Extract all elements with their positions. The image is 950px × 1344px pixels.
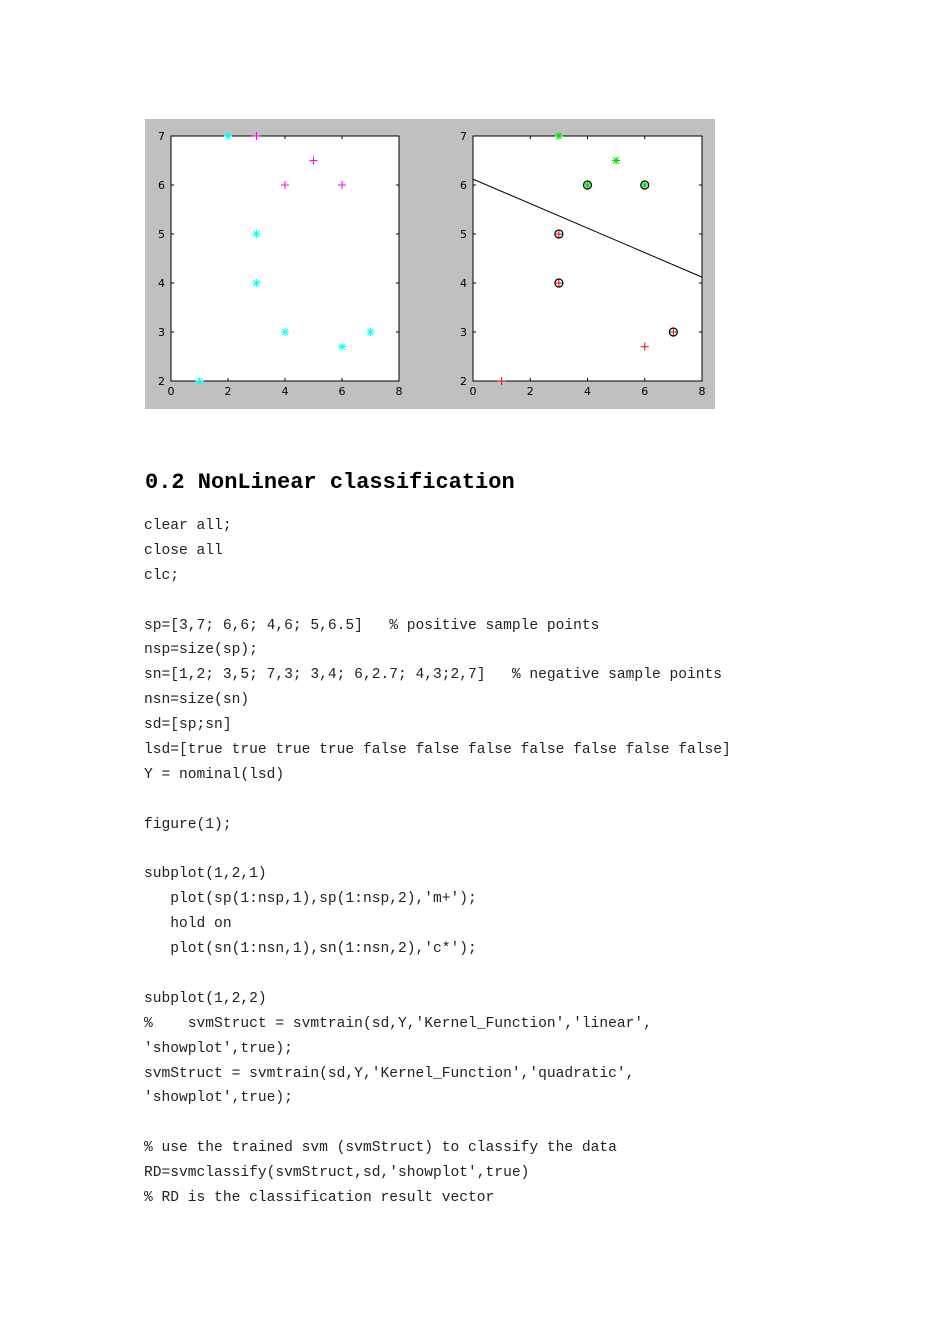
x-tick-label: 8 (395, 385, 403, 398)
star-marker (281, 328, 289, 336)
x-tick-label: 6 (641, 385, 649, 398)
code-line: figure(1); (144, 816, 232, 833)
y-tick-label: 4 (460, 277, 467, 290)
y-tick-label: 5 (158, 228, 165, 241)
code-line: plot(sp(1:nsp,1),sp(1:nsp,2),'m+'); (144, 891, 477, 908)
subplot-2 (460, 130, 706, 398)
subplot-1 (158, 130, 403, 398)
code-line: subplot(1,2,1) (144, 866, 267, 883)
y-tick-label: 3 (158, 326, 165, 339)
x-tick-label: 4 (584, 385, 591, 398)
code-line: 'showplot',true); (144, 1040, 293, 1057)
code-line: RD=svmclassify(svmStruct,sd,'showplot',true) (144, 1165, 530, 1182)
x-tick-label: 8 (698, 385, 706, 398)
code-line (144, 788, 731, 813)
code-line: subplot(1,2,2) (144, 990, 267, 1007)
y-tick-label: 7 (460, 130, 467, 143)
code-listing (144, 514, 731, 1211)
x-tick-label: 6 (338, 385, 346, 398)
y-tick-label: 6 (158, 179, 165, 192)
code-line (144, 838, 731, 863)
code-line (144, 1111, 731, 1136)
code-line: svmStruct = svmtrain(sd,Y,'Kernel_Function','quadratic', (144, 1065, 635, 1082)
code-line: hold on (144, 916, 232, 933)
star-marker (555, 132, 563, 140)
matlab-figure (145, 119, 715, 409)
axes-box (171, 136, 399, 381)
y-tick-label: 4 (158, 277, 165, 290)
axes-box (473, 136, 702, 381)
code-line: nsp=size(sp); (144, 642, 258, 659)
x-tick-label: 2 (526, 385, 534, 398)
x-tick-label: 2 (224, 385, 232, 398)
code-line: close all (144, 542, 223, 559)
code-line: Y = nominal(lsd) (144, 766, 285, 783)
code-line: % use the trained svm (svmStruct) to classify the data (144, 1140, 617, 1157)
star-marker (196, 377, 204, 385)
code-line: % RD is the classification result vector (144, 1190, 495, 1207)
x-tick-label: 0 (167, 385, 175, 398)
star-marker (612, 157, 620, 165)
code-line: 'showplot',true); (144, 1090, 293, 1107)
star-marker (224, 132, 232, 140)
x-tick-label: 0 (469, 385, 477, 398)
y-tick-label: 2 (158, 375, 165, 388)
code-line: sn=[1,2; 3,5; 7,3; 3,4; 6,2.7; 4,3;2,7] % negative sample points (144, 667, 723, 684)
x-tick-label: 4 (281, 385, 289, 398)
y-tick-label: 7 (158, 130, 165, 143)
y-tick-label: 3 (460, 326, 467, 339)
star-marker (367, 328, 375, 336)
code-line: clc; (144, 567, 180, 584)
code-line: % svmStruct = svmtrain(sd,Y,'Kernel_Function','linear', (144, 1015, 652, 1032)
code-line: sd=[sp;sn] (144, 717, 232, 734)
code-line: clear all; (144, 518, 232, 534)
section-heading: 0.2 NonLinear classification (145, 470, 515, 495)
y-tick-label: 5 (460, 228, 467, 241)
star-marker (253, 230, 261, 238)
code-line: nsn=size(sn) (144, 692, 250, 709)
y-tick-label: 2 (460, 375, 467, 388)
code-line: plot(sn(1:nsn,1),sn(1:nsn,2),'c*'); (144, 941, 477, 958)
code-line (144, 589, 731, 614)
code-line: lsd=[true true true true false false false false false false false] (144, 742, 731, 759)
code-line: sp=[3,7; 6,6; 4,6; 5,6.5] % positive sample points (144, 617, 600, 634)
y-tick-label: 6 (460, 179, 467, 192)
star-marker (338, 343, 346, 351)
star-marker (253, 279, 261, 287)
code-line (144, 962, 731, 987)
